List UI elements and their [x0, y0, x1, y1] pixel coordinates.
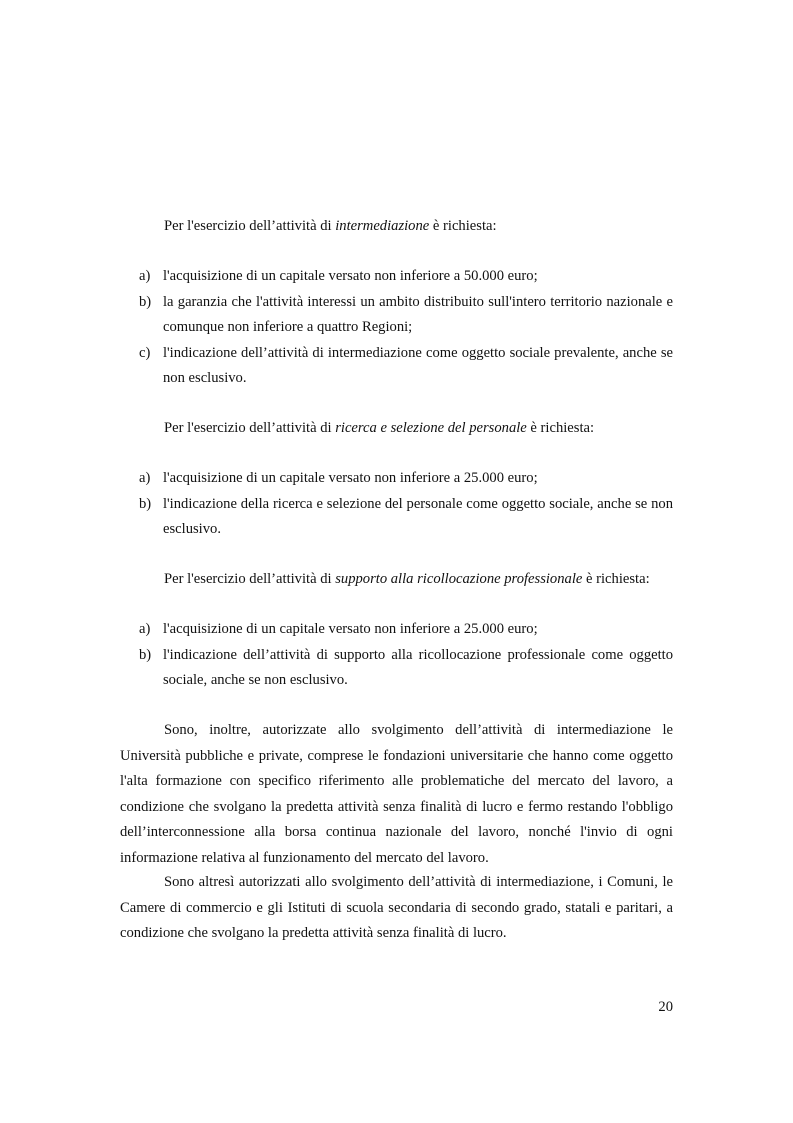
body-paragraph-2: Sono altresì autorizzati allo svolgimento dell’attività di intermediazione, i Comuni, le Camere di commercio e gli Istituti di scuola secondaria di secondo grado, statali e paritari, a condizione che svolgano la predetta attività senza finalità di lucro. — [120, 874, 673, 941]
list-item: b) la garanzia che l'attività interessi un ambito distribuito sull'intero territorio nazionale e comunque non inferiore a quattro Regioni; — [139, 293, 673, 335]
section1-list — [139, 264, 673, 392]
section1-intro: Per l'esercizio dell’attività di intermediazione è richiesta: — [164, 218, 497, 234]
list-item: b) l'indicazione della ricerca e selezione del personale come oggetto sociale, anche se non esclusivo. — [139, 495, 673, 537]
body-paragraph-1: Sono, inoltre, autorizzate allo svolgimento dell’attività di intermediazione le Università pubbliche e private, comprese le fondazioni universitarie che hanno come oggetto l'alta formazione con specifico riferimento alle problematiche del mercato del lavoro, a condizione che svolgano la predetta attività senza finalità di lucro e fermo restando l'obbligo dell’interconnessione alla borsa continua nazionale del lavoro, nonché l'invio di ogni informazione relativa al funzionamento del mercato del lavoro. — [120, 722, 673, 866]
section3-intro: Per l'esercizio dell’attività di supporto alla ricollocazione professionale è richiesta: — [164, 571, 650, 587]
list-item: a) l'acquisizione di un capitale versato non inferiore a 25.000 euro; — [139, 621, 538, 637]
section2-intro: Per l'esercizio dell’attività di ricerca e selezione del personale è richiesta: — [164, 420, 595, 436]
list-item: b) l'indicazione dell’attività di supporto alla ricollocazione professionale come oggetto sociale, anche se non esclusivo. — [139, 646, 673, 688]
list-item: a) l'acquisizione di un capitale versato non inferiore a 50.000 euro; — [139, 268, 538, 284]
section3-list — [139, 617, 673, 694]
section2-intro-emphasis: ricerca e selezione del personale — [335, 420, 527, 436]
list-item: c) l'indicazione dell’attività di intermediazione come oggetto sociale prevalente, anche se non esclusivo. — [139, 344, 673, 386]
page-number: 20 — [658, 999, 673, 1015]
section2-list — [139, 466, 673, 543]
section1-intro-emphasis: intermediazione — [335, 218, 430, 234]
section3-intro-emphasis: supporto alla ricollocazione professionale — [335, 571, 583, 587]
list-item: a) l'acquisizione di un capitale versato non inferiore a 25.000 euro; — [139, 470, 538, 486]
